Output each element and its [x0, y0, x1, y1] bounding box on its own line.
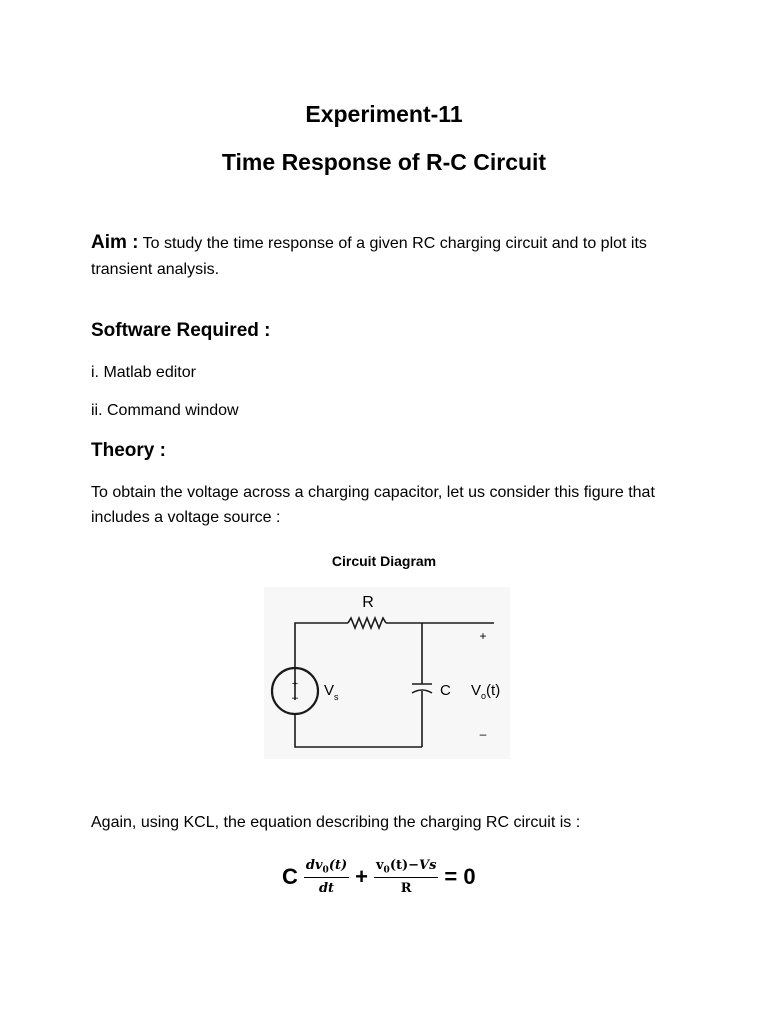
- theory-intro: To obtain the voltage across a charging capacitor, let us consider this figure that includes a voltage source :: [91, 484, 655, 526]
- aim-label: Aim :: [91, 232, 139, 253]
- output-minus: –: [479, 727, 487, 741]
- eq-frac1-num-sub: 0: [322, 865, 329, 876]
- experiment-number: Experiment-11: [305, 101, 463, 127]
- theory-heading: Theory :: [91, 440, 166, 461]
- eq-frac2-den: R: [400, 881, 412, 897]
- circuit-diagram: [264, 587, 510, 759]
- eq-fraction-current: [374, 858, 438, 897]
- eq-frac2-num-v: v: [375, 857, 384, 873]
- resistor-label: R: [362, 594, 374, 611]
- eq-frac1-num-d: dv: [305, 857, 323, 873]
- eq-frac2-num-sub: 0: [383, 865, 390, 876]
- output-plus: +: [479, 629, 487, 643]
- output-voltage-label: $V_o(t)$: [471, 682, 501, 701]
- eq-rhs: = 0: [444, 864, 476, 889]
- eq-plus: +: [355, 864, 368, 889]
- aim-text: To study the time response of a given RC charging circuit and to plot its transient analysis.: [91, 235, 647, 278]
- eq-frac2-num-rest: (t)−: [389, 857, 420, 873]
- page-title: Time Response of R-C Circuit: [221, 149, 547, 175]
- eq-frac1-num-arg: (t): [328, 857, 348, 873]
- kcl-text: Again, using KCL, the equation describing the charging RC circuit is :: [91, 814, 581, 831]
- capacitor-label: C: [440, 682, 451, 699]
- source-plus: +: [291, 678, 299, 690]
- software-item-command: ii. Command window: [91, 402, 239, 419]
- software-item-matlab: i. Matlab editor: [91, 364, 196, 381]
- eq-frac1-den: dt: [318, 881, 335, 897]
- source-label: $V_s$: [324, 682, 339, 702]
- diagram-background: [264, 587, 510, 759]
- diagram-caption: Circuit Diagram: [331, 553, 437, 569]
- eq-fraction-derivative: [304, 858, 349, 897]
- source-minus: –: [291, 692, 299, 704]
- eq-coefficient: C: [282, 864, 298, 889]
- kcl-equation: [282, 852, 476, 902]
- aim-paragraph: [91, 230, 661, 283]
- software-heading: Software Required :: [91, 320, 271, 341]
- eq-frac2-num-vs: Vs: [419, 857, 437, 873]
